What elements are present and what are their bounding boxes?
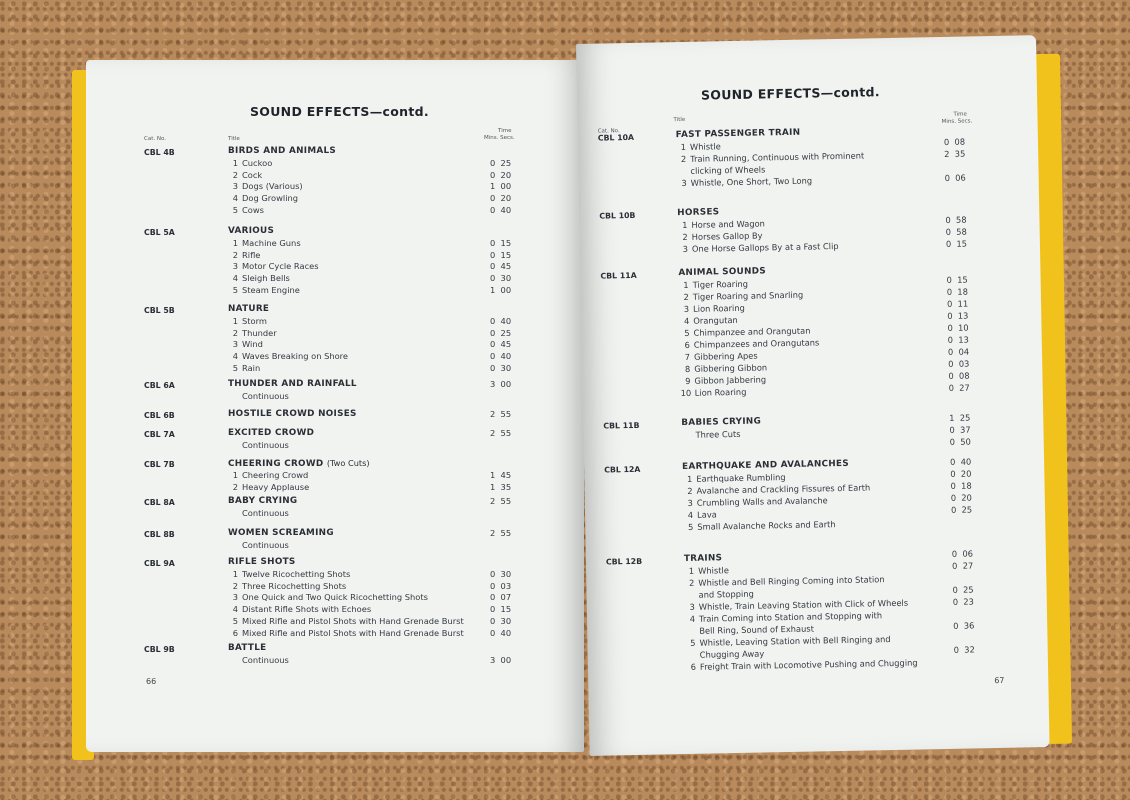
sub-item xyxy=(228,581,346,593)
entry-title xyxy=(681,417,761,430)
item-title: Train Coming into Station and Stopping with xyxy=(698,610,883,624)
item-time: 0 58 xyxy=(945,214,967,225)
item-number: 6 xyxy=(684,339,690,350)
item-time: 1 00 xyxy=(490,285,512,295)
entry-title xyxy=(228,226,274,238)
sub-item xyxy=(683,495,828,510)
item-title: Small Avalanche Rocks and Earth xyxy=(697,519,836,532)
sub-item xyxy=(228,440,289,452)
sub-item xyxy=(678,241,839,256)
item-title: Cows xyxy=(242,205,264,215)
sub-item xyxy=(228,363,260,375)
item-title: Mixed Rifle and Pistol Shots with Hand Grenade Burst xyxy=(242,627,464,638)
item-number: 5 xyxy=(684,327,690,338)
item-number: 9 xyxy=(685,375,691,386)
item-number: 2 xyxy=(232,327,238,338)
sub-item xyxy=(228,285,300,297)
item-number: 4 xyxy=(232,604,238,615)
entry-title xyxy=(228,643,266,655)
item-title: clicking of Wheels xyxy=(690,164,766,176)
item-time: 0 58 xyxy=(945,226,967,237)
item-title: Tiger Roaring xyxy=(692,278,749,290)
entry-title xyxy=(228,409,357,421)
catalogue-number: CBL 11A xyxy=(600,270,637,281)
item-time: 0 03 xyxy=(948,358,970,369)
entry-title xyxy=(228,379,357,391)
sub-item xyxy=(676,141,721,154)
entry-title xyxy=(228,528,334,540)
sub-item xyxy=(685,634,890,650)
entry-time: 1 25 xyxy=(949,412,971,423)
catalogue-entry xyxy=(579,201,1039,254)
entry-time: 0 40 xyxy=(949,456,972,467)
entry-title-text: THUNDER AND RAINFALL xyxy=(228,379,357,389)
item-title: Dog Growling xyxy=(242,193,299,204)
item-number: 4 xyxy=(689,613,696,624)
item-title: One Quick and Two Quick Ricochetting Shots xyxy=(242,592,428,603)
sub-item xyxy=(683,519,836,534)
catalogue-number: CBL 11B xyxy=(603,420,640,431)
item-title: Steam Engine xyxy=(242,285,300,295)
item-title: Freight Train with Locomotive Pushing and Chugging xyxy=(699,657,918,672)
item-number: 6 xyxy=(690,661,697,672)
item-time: 0 37 xyxy=(949,424,971,435)
sub-item xyxy=(682,442,696,454)
entry-title-text: VARIOUS xyxy=(228,226,275,236)
item-number: 6 xyxy=(232,627,238,638)
item-title: Whistle, One Short, Two Long xyxy=(690,175,813,188)
item-number: 3 xyxy=(682,243,689,254)
sub-item xyxy=(681,387,747,400)
item-number: 1 xyxy=(232,568,238,579)
item-title: Gibbon Jabbering xyxy=(694,374,767,386)
sub-item xyxy=(228,316,267,328)
item-time: 0 27 xyxy=(948,382,970,393)
item-title: Continuous xyxy=(242,539,289,550)
item-time: 0 15 xyxy=(490,237,512,248)
item-title: Whistle, Train Leaving Station with Click of Wheels xyxy=(698,597,909,612)
item-time: 0 30 xyxy=(490,616,512,626)
entry-title-text: EARTHQUAKE AND AVALANCHES xyxy=(682,458,850,473)
item-number: 2 xyxy=(682,231,688,242)
item-title: Continuous xyxy=(242,507,289,518)
item-time: 0 06 xyxy=(944,172,966,183)
column-header-time: Time xyxy=(953,111,967,118)
catalogue-number: CBL 9A xyxy=(144,559,175,568)
item-number: 4 xyxy=(232,351,238,362)
item-number: 3 xyxy=(232,592,238,603)
item-number: 2 xyxy=(232,249,238,260)
item-number: 2 xyxy=(680,153,687,165)
page-number: 67 xyxy=(994,675,1005,686)
item-title: Lion Roaring xyxy=(694,386,747,398)
item-time: 0 07 xyxy=(490,592,512,603)
item-time: 0 40 xyxy=(490,315,512,326)
item-title: Orangutan xyxy=(693,314,738,326)
sub-item xyxy=(228,181,303,193)
sub-item xyxy=(228,616,464,628)
catalogue-entry xyxy=(584,455,1044,532)
item-title: Whistle and Bell Ringing Coming into Station xyxy=(698,574,885,588)
catalogue-number: CBL 10B xyxy=(599,210,636,221)
item-title: Sleigh Bells xyxy=(242,273,290,284)
catalogue-number: CBL 12B xyxy=(605,556,643,567)
item-number: 1 xyxy=(232,237,238,248)
item-title: Continuous xyxy=(242,439,289,450)
item-time: 0 30 xyxy=(490,363,512,373)
item-title: Cock xyxy=(242,169,263,180)
item-time: 0 25 xyxy=(490,327,512,338)
sub-item xyxy=(684,565,729,578)
right-page xyxy=(576,35,1050,756)
column-header-cat: Cat. No. xyxy=(144,136,166,142)
item-time: 1 35 xyxy=(490,481,512,492)
item-number: 1 xyxy=(232,157,238,168)
item-title: Earthquake Rumbling xyxy=(696,472,786,484)
item-title: Rifle xyxy=(242,249,261,260)
item-title: Storm xyxy=(242,315,267,326)
item-time: 0 27 xyxy=(951,560,974,571)
entry-title-text: ANIMAL SOUNDS xyxy=(678,266,767,279)
entry-title xyxy=(228,428,314,440)
sub-item xyxy=(228,250,260,262)
entry-title-text: RIFLE SHOTS xyxy=(228,557,296,567)
catalogue-entry xyxy=(580,261,1040,399)
catalogue-number: CBL 6A xyxy=(144,381,175,390)
item-time: 0 15 xyxy=(490,604,512,615)
catalogue-number: CBL 4B xyxy=(144,148,175,157)
item-time: 0 36 xyxy=(953,620,975,631)
item-number: 8 xyxy=(684,363,691,374)
catalogue-number: CBL 7A xyxy=(144,430,175,439)
item-number: 5 xyxy=(232,285,238,295)
item-time: 0 50 xyxy=(949,436,971,447)
entry-title-text: WOMEN SCREAMING xyxy=(228,528,334,538)
item-number: 5 xyxy=(690,637,696,648)
sub-item xyxy=(684,574,884,590)
item-title: Lion Roaring xyxy=(693,302,745,314)
sub-item xyxy=(228,328,277,340)
item-time: 0 30 xyxy=(490,568,512,579)
entry-time: 2 55 xyxy=(490,496,512,506)
item-time: 0 25 xyxy=(490,157,512,168)
sub-item xyxy=(228,604,371,616)
item-number: 3 xyxy=(689,601,695,612)
item-title: Crumbling Walls and Avalanche xyxy=(696,495,828,508)
item-title: Whistle xyxy=(689,141,721,152)
sub-item xyxy=(680,337,820,351)
item-number: 1 xyxy=(232,469,238,480)
entry-time: 2 55 xyxy=(490,428,512,438)
item-time: 0 25 xyxy=(952,584,974,595)
entry-title-text: FAST PASSENGER TRAIN xyxy=(675,127,801,141)
sub-item xyxy=(683,509,717,521)
item-number: 5 xyxy=(232,616,238,626)
item-title: Chimpanzees and Orangutans xyxy=(693,337,820,350)
entry-note: (Two Cuts) xyxy=(326,458,370,468)
item-title: Horses Gallop By xyxy=(691,230,763,242)
catalogue-entry xyxy=(583,411,1043,447)
sub-item xyxy=(680,374,766,387)
sub-item xyxy=(679,279,749,292)
item-number: 3 xyxy=(687,497,693,508)
sub-item xyxy=(228,351,348,363)
item-number: 10 xyxy=(680,387,692,399)
entry-time: 2 55 xyxy=(490,528,512,538)
item-number: 5 xyxy=(232,363,238,373)
item-time: 0 25 xyxy=(950,504,973,515)
item-title: Cuckoo xyxy=(242,157,273,168)
item-number: 4 xyxy=(232,193,238,204)
entry-time: 3 00 xyxy=(490,379,512,389)
entry-title-text: HORSES xyxy=(677,207,720,219)
item-title: Continuous xyxy=(242,390,289,401)
item-number: 1 xyxy=(686,473,693,484)
entry-time: 0 06 xyxy=(951,548,974,559)
sub-item xyxy=(228,238,301,250)
sub-item xyxy=(228,339,263,351)
item-title: Continuous xyxy=(242,654,289,665)
entry-title-text: CHEERING CROWD xyxy=(228,459,324,469)
item-time: 0 40 xyxy=(490,205,512,215)
item-number: 4 xyxy=(683,315,690,326)
item-number: 1 xyxy=(680,141,687,153)
item-title: Mixed Rifle and Pistol Shots with Hand Grenade Burst xyxy=(242,616,464,626)
catalogue-number: CBL 8B xyxy=(144,530,175,539)
sub-item xyxy=(228,508,289,520)
column-header-title: Title xyxy=(673,116,686,124)
page-heading: SOUND EFFECTS—contd. xyxy=(700,84,881,103)
item-title: Wind xyxy=(242,339,263,350)
entry-title-text: BABY CRYING xyxy=(228,496,298,506)
item-title: Whistle xyxy=(698,565,729,576)
page-number: 66 xyxy=(146,677,157,686)
item-title: Dogs (Various) xyxy=(242,181,303,192)
item-number: 3 xyxy=(232,181,238,192)
item-number: 3 xyxy=(681,177,687,189)
entry-title-text: BATTLE xyxy=(228,643,267,653)
item-number: 2 xyxy=(688,577,695,588)
entry-title-text: HOSTILE CROWD NOISES xyxy=(228,409,357,419)
sub-item xyxy=(677,175,813,189)
sub-item xyxy=(228,261,319,273)
item-title: Chimpanzee and Orangutan xyxy=(693,325,811,338)
item-title: Gibbering Gibbon xyxy=(694,362,768,374)
sub-item xyxy=(685,589,754,602)
item-time: 0 45 xyxy=(490,261,512,272)
item-number: 2 xyxy=(687,485,693,496)
sub-item xyxy=(679,315,738,328)
item-time: 0 40 xyxy=(490,627,512,638)
catalogue-number: CBL 9B xyxy=(144,645,175,654)
sub-item xyxy=(228,482,309,494)
item-title: and Stopping xyxy=(698,588,754,600)
item-time: 0 08 xyxy=(948,370,970,381)
item-title: Heavy Applause xyxy=(242,481,310,492)
entry-title xyxy=(684,553,723,566)
item-title: Thunder xyxy=(242,327,277,338)
item-title: Tiger Roaring and Snarling xyxy=(692,289,804,302)
item-time: 0 20 xyxy=(490,193,512,204)
column-header-title: Title xyxy=(228,136,240,142)
item-title: Three Cuts xyxy=(695,428,741,440)
item-number: 2 xyxy=(683,291,689,302)
item-title: Gibbering Apes xyxy=(693,350,758,362)
catalogue-number: CBL 10A xyxy=(597,132,635,143)
entry-title-text: NATURE xyxy=(228,304,270,314)
item-time: 0 13 xyxy=(947,310,969,321)
item-time: 0 11 xyxy=(946,298,969,309)
item-title: Three Ricochetting Shots xyxy=(242,580,347,591)
item-time: 0 15 xyxy=(945,238,968,249)
sub-item xyxy=(681,429,740,442)
catalogue-number: CBL 7B xyxy=(144,460,175,469)
item-time: 0 20 xyxy=(950,492,972,503)
catalogue-number: CBL 5B xyxy=(144,306,175,315)
item-time: 3 00 xyxy=(490,654,512,665)
item-number: 3 xyxy=(683,303,690,314)
item-time: 0 13 xyxy=(947,334,969,345)
item-title: Waves Breaking on Shore xyxy=(242,351,349,362)
sub-item xyxy=(228,193,298,205)
item-title: Bell Ring, Sound of Exhaust xyxy=(699,623,815,636)
sub-item xyxy=(228,273,290,285)
item-time: 1 00 xyxy=(490,181,512,192)
catalogue-number: CBL 12A xyxy=(604,464,641,475)
item-time: 0 15 xyxy=(946,274,968,285)
item-number: 3 xyxy=(232,261,238,272)
item-title: Chugging Away xyxy=(699,648,765,660)
item-number: 1 xyxy=(682,219,688,230)
item-time: 0 23 xyxy=(952,596,974,607)
item-title: Distant Rifle Shots with Echoes xyxy=(242,604,372,615)
catalogue-number: CBL 8A xyxy=(144,498,175,507)
item-time: 2 35 xyxy=(944,148,966,159)
column-header-mins-secs: Mins. Secs. xyxy=(484,135,515,141)
item-number: 1 xyxy=(683,279,689,290)
item-number: 5 xyxy=(232,205,238,215)
item-number: 3 xyxy=(232,339,238,350)
column-header-mins-secs: Mins. Secs. xyxy=(941,118,973,125)
entry-title xyxy=(677,207,719,220)
item-time: 0 45 xyxy=(490,339,512,350)
catalogue-number: CBL 6B xyxy=(144,411,175,420)
sub-item xyxy=(228,205,264,217)
item-number: 7 xyxy=(684,351,691,362)
sub-item xyxy=(228,592,428,604)
item-title: Machine Guns xyxy=(242,237,301,248)
item-time: 0 30 xyxy=(490,273,512,284)
page-heading: SOUND EFFECTS—contd. xyxy=(250,104,429,119)
item-number: 1 xyxy=(232,315,238,326)
item-number: 2 xyxy=(232,169,238,180)
item-title: Rain xyxy=(242,363,261,373)
sub-item xyxy=(228,470,308,482)
entry-time: 2 55 xyxy=(490,409,512,419)
left-page xyxy=(86,60,584,752)
item-title: Lava xyxy=(696,509,717,520)
sub-item xyxy=(679,290,804,304)
entry-title xyxy=(678,266,766,279)
item-time: 0 18 xyxy=(950,480,972,491)
item-title: Horse and Wagon xyxy=(691,218,765,230)
entry-title xyxy=(228,304,269,316)
item-time: 0 15 xyxy=(490,249,512,260)
sub-item xyxy=(676,150,864,165)
sub-item xyxy=(228,569,350,581)
item-number: 5 xyxy=(687,521,694,532)
catalogue-number: CBL 5A xyxy=(144,228,175,237)
entry-title-text: BIRDS AND ANIMALS xyxy=(228,146,337,156)
item-time: 0 32 xyxy=(953,644,975,655)
sub-item xyxy=(679,303,745,316)
item-number: 2 xyxy=(232,481,238,492)
item-title: Avalanche and Crackling Fissures of Earth xyxy=(696,482,871,496)
sub-item xyxy=(228,628,464,640)
column-header-cat: Cat. No. xyxy=(597,128,620,135)
item-title: One Horse Gallops By at a Fast Clip xyxy=(691,240,839,254)
entry-title-text: TRAINS xyxy=(683,553,723,565)
sub-item xyxy=(228,540,289,552)
item-number: 4 xyxy=(232,273,238,284)
sub-item xyxy=(228,391,289,403)
item-time: 0 18 xyxy=(946,286,969,297)
entry-title-text: EXCITED CROWD xyxy=(228,428,315,438)
item-number: 1 xyxy=(688,565,695,576)
item-time: 0 04 xyxy=(947,346,970,357)
sub-item xyxy=(228,158,272,170)
entry-title xyxy=(228,496,297,508)
item-number: 4 xyxy=(687,509,694,520)
item-time: 0 08 xyxy=(943,136,966,147)
entry-title xyxy=(228,146,336,158)
entry-title xyxy=(676,128,801,142)
item-title: Motor Cycle Races xyxy=(242,261,319,272)
sub-item xyxy=(228,655,289,667)
item-time: 0 10 xyxy=(947,322,969,333)
entry-title xyxy=(228,557,296,569)
item-title: Cheering Crowd xyxy=(242,469,309,480)
item-time: 0 40 xyxy=(490,351,512,362)
item-time: 0 20 xyxy=(490,169,512,180)
catalogue-entry xyxy=(586,547,1046,672)
item-title: Whistle, Leaving Station with Bell Ringing and xyxy=(699,634,891,648)
item-title: Train Running, Continuous with Prominent xyxy=(690,150,865,164)
item-title: Twelve Ricochetting Shots xyxy=(242,568,351,579)
column-header-time: Time xyxy=(498,128,512,134)
item-time: 0 20 xyxy=(950,468,972,479)
item-time: 0 03 xyxy=(490,580,512,591)
entry-title-text: BABIES CRYING xyxy=(681,416,762,429)
item-number: 2 xyxy=(232,580,238,591)
item-time: 1 45 xyxy=(490,469,512,480)
sub-item xyxy=(228,170,262,182)
